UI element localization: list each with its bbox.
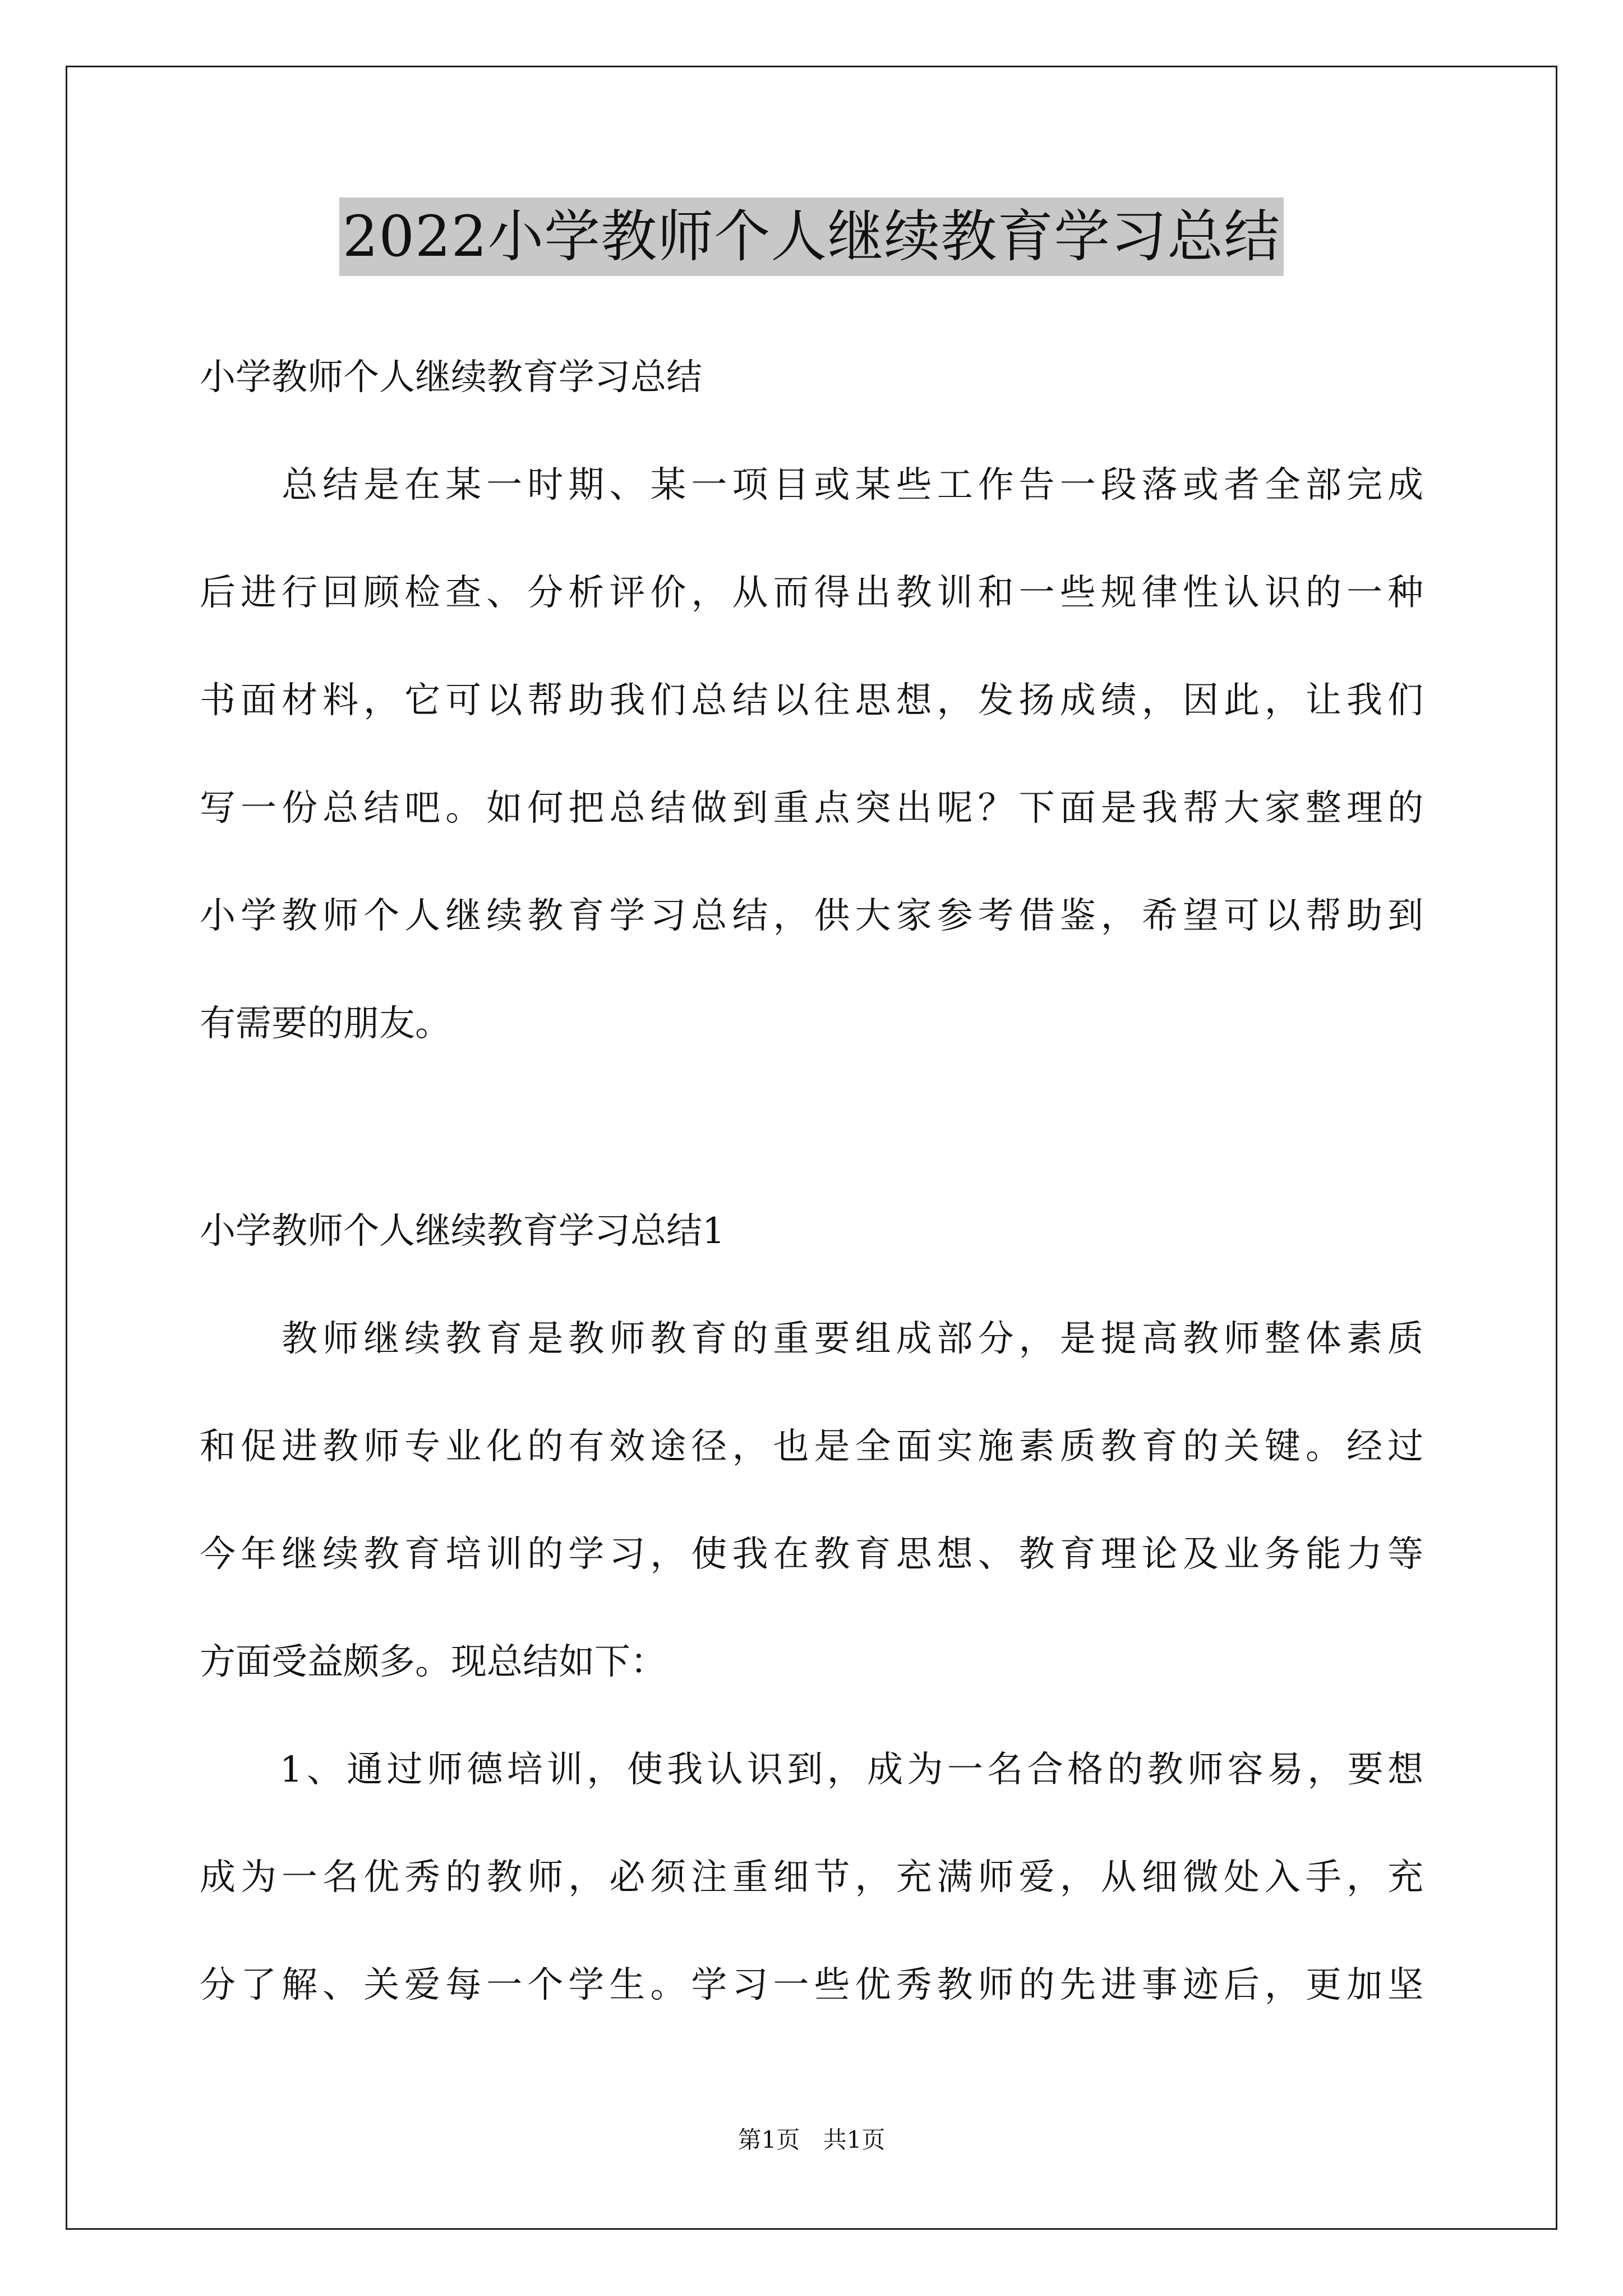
section1-line-2: 和促进教师专业化的有效途径，也是全面实施素质教育的关键。经过: [200, 1426, 1423, 1467]
intro-line-2: 后进行回顾检查、分析评价，从而得出教训和一些规律性认识的一种: [200, 572, 1423, 614]
page-footer: [0, 2123, 1623, 2157]
section-heading-1: 小学教师个人继续教育学习总结1: [200, 1211, 725, 1252]
document-title: 2022小学教师个人继续教育学习总结: [339, 197, 1284, 276]
intro-line-1: 总结是在某一时期、某一项目或某些工作告一段落或者全部完成: [200, 464, 1423, 506]
section1-line-6: 成为一名优秀的教师，必须注重细节，充满师爱，从细微处入手，充: [200, 1857, 1423, 1898]
section1-line-5: 1、通过师德培训，使我认识到，成为一名合格的教师容易，要想: [200, 1749, 1423, 1791]
heading: 小学教师个人继续教育学习总结: [200, 357, 702, 398]
intro-line-6: 有需要的朋友。: [200, 1003, 451, 1045]
section1-line-1: 教师继续教育是教师教育的重要组成部分，是提高教师整体素质: [200, 1318, 1423, 1360]
title-wrap: [0, 197, 1623, 276]
page-number: 第1页: [737, 2126, 800, 2154]
section1-line-4: 方面受益颇多。现总结如下：: [200, 1641, 666, 1683]
section1-line-7: 分了解、关爱每一个学生。学习一些优秀教师的先进事迹后，更加坚: [200, 1964, 1423, 2006]
intro-line-4: 写一份总结吧。如何把总结做到重点突出呢？下面是我帮大家整理的: [200, 788, 1423, 829]
intro-line-3: 书面材料，它可以帮助我们总结以往思想，发扬成绩，因此，让我们: [200, 680, 1423, 721]
page-total: 共1页: [823, 2126, 886, 2154]
intro-line-5: 小学教师个人继续教育学习总结，供大家参考借鉴，希望可以帮助到: [200, 895, 1423, 937]
section1-line-3: 今年继续教育培训的学习，使我在教育思想、教育理论及业务能力等: [200, 1534, 1423, 1575]
